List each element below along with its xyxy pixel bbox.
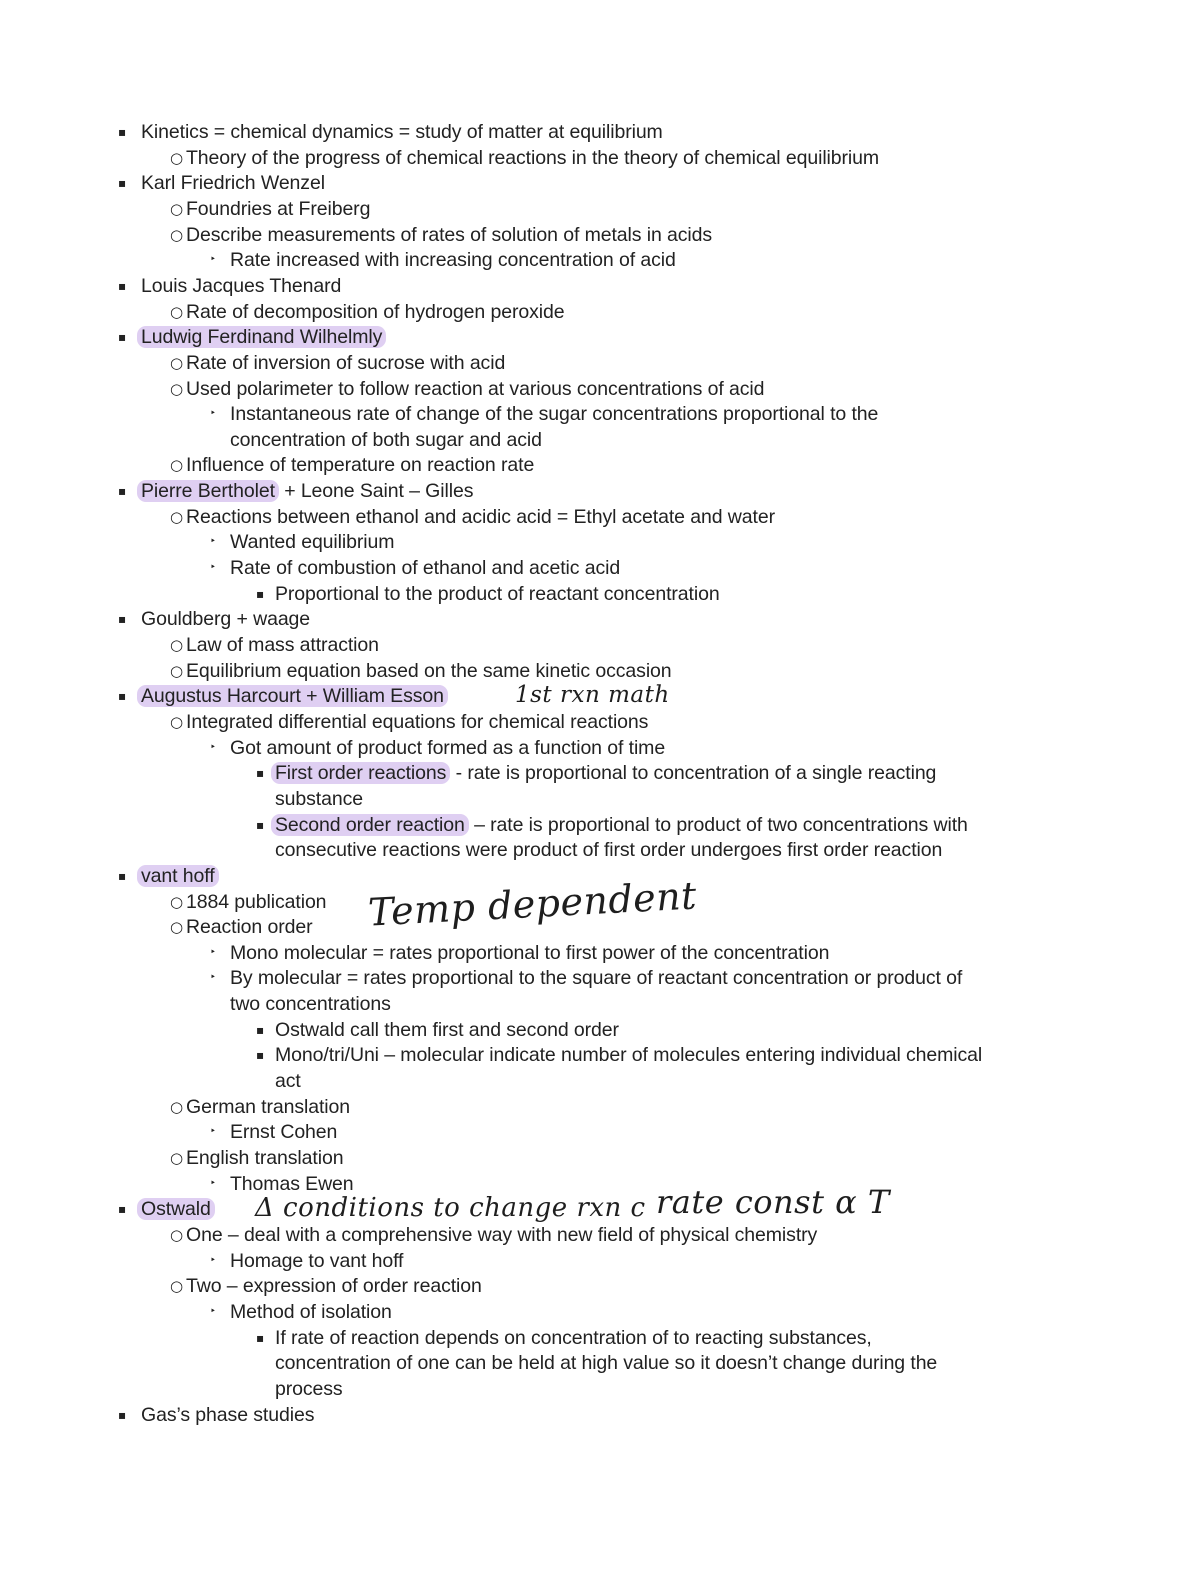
bullet-level-2: ○ xyxy=(170,379,184,398)
highlighted-text: Pierre Bertholet xyxy=(137,480,279,502)
bullet-level-1: ▪ xyxy=(118,330,127,345)
bullet-level-3: ‣ xyxy=(210,741,216,753)
note-line: Proportional to the product of reactant concentration xyxy=(275,582,720,605)
bullet-level-2: ○ xyxy=(170,1225,184,1244)
bullet-level-2: ○ xyxy=(170,225,184,244)
note-line xyxy=(141,683,448,709)
note-line: Used polarimeter to follow reaction at various concentrations of acid xyxy=(186,377,765,400)
note-line xyxy=(141,478,473,504)
bullet-level-2: ○ xyxy=(170,148,184,167)
bullet-level-2: ○ xyxy=(170,892,184,911)
bullet-level-3: ‣ xyxy=(210,972,216,984)
note-line: Reactions between ethanol and acidic acid = Ethyl acetate and water xyxy=(186,505,775,528)
note-text: + Leone Saint – Gilles xyxy=(278,480,474,503)
bullet-level-1: ▪ xyxy=(118,176,127,191)
bullet-level-3: ‣ xyxy=(210,1254,216,1266)
note-line: Kinetics = chemical dynamics = study of matter at equilibrium xyxy=(141,121,663,143)
note-text: – rate is proportional to product of two concentrations with xyxy=(468,813,968,836)
bullet-level-3: ‣ xyxy=(210,1305,216,1317)
note-line: Ernst Cohen xyxy=(230,1121,338,1144)
bullet-level-1: ▪ xyxy=(118,484,127,499)
bullet-level-2: ○ xyxy=(170,1149,184,1167)
note-line xyxy=(141,324,386,350)
note-line: Foundries at Freiberg xyxy=(186,197,371,220)
highlighted-text: vant hoff xyxy=(137,865,219,887)
bullet-level-4: ▪ xyxy=(256,766,265,781)
note-text: - rate is proportional to concentration of a single reacting xyxy=(450,762,937,785)
note-line: Theory of the progress of chemical reactions in the theory of chemical equilibrium xyxy=(186,146,880,169)
bullet-level-2: ○ xyxy=(170,712,184,731)
note-line: Gouldberg + waage xyxy=(141,608,311,631)
note-line: Equilibrium equation based on the same kinetic occasion xyxy=(186,659,672,682)
note-line: Gas’s phase studies xyxy=(141,1403,315,1426)
note-line-continuation: two concentrations xyxy=(230,993,391,1016)
bullet-level-4: ▪ xyxy=(256,1330,265,1345)
handwritten-note-vant-hoff: Temp dependent xyxy=(367,873,698,935)
bullet-level-2: ○ xyxy=(170,1097,184,1116)
note-line: Mono/tri/Uni – molecular indicate number of molecules entering individual chemical xyxy=(275,1044,983,1067)
bullet-level-4: ▪ xyxy=(256,1022,265,1037)
note-line: 1884 publication xyxy=(186,890,327,913)
note-line-continuation: act xyxy=(275,1070,301,1093)
highlighted-text: Second order reaction xyxy=(271,814,469,836)
note-line xyxy=(141,1196,215,1222)
note-line: Rate of combustion of ethanol and acetic acid xyxy=(230,557,621,580)
bullet-level-2: ○ xyxy=(170,456,184,475)
highlighted-text: Ostwald xyxy=(137,1198,215,1220)
note-line xyxy=(275,760,936,786)
note-line: English translation xyxy=(186,1147,344,1169)
bullet-level-1: ▪ xyxy=(118,278,127,293)
note-line: Mono molecular = rates proportional to first power of the concentration xyxy=(230,941,830,964)
note-line: By molecular = rates proportional to the square of reactant concentration or product of xyxy=(230,967,963,990)
bullet-level-1: ▪ xyxy=(118,612,127,627)
note-line: Rate of decomposition of hydrogen peroxide xyxy=(186,300,565,323)
note-line: Rate increased with increasing concentration of acid xyxy=(230,249,676,272)
highlighted-text: Ludwig Ferdinand Wilhelmly xyxy=(137,326,386,348)
bullet-level-2: ○ xyxy=(170,1277,184,1296)
bullet-level-4: ▪ xyxy=(256,817,265,832)
note-line-continuation: concentration of both sugar and acid xyxy=(230,428,542,451)
note-line: Ostwald call them first and second order xyxy=(275,1018,619,1041)
bullet-level-3: ‣ xyxy=(210,254,216,266)
note-line-continuation: process xyxy=(275,1377,343,1400)
note-line: Law of mass attraction xyxy=(186,634,379,656)
bullet-level-4: ▪ xyxy=(256,1048,265,1063)
note-line: Method of isolation xyxy=(230,1300,392,1323)
bullet-level-3: ‣ xyxy=(210,562,216,574)
bullet-level-2: ○ xyxy=(170,507,184,526)
note-line-continuation: concentration of one can be held at high value so it doesn’t change during the xyxy=(275,1352,938,1375)
note-line: Homage to vant hoff xyxy=(230,1249,404,1272)
bullet-level-1: ▪ xyxy=(118,1407,127,1422)
bullet-level-3: ‣ xyxy=(210,536,216,548)
note-line: Got amount of product formed as a function of time xyxy=(230,736,666,759)
bullet-level-1: ▪ xyxy=(118,1202,127,1217)
bullet-level-1: ▪ xyxy=(118,689,127,704)
note-line: Describe measurements of rates of solution of metals in acids xyxy=(186,223,713,246)
bullet-level-3: ‣ xyxy=(210,1177,216,1189)
handwritten-note-harcourt: 1st rxn math xyxy=(515,682,670,708)
bullet-level-3: ‣ xyxy=(210,1126,216,1138)
bullet-level-1: ▪ xyxy=(118,125,127,139)
note-line: Integrated differential equations for chemical reactions xyxy=(186,710,649,733)
highlighted-text: Augustus Harcourt + William Esson xyxy=(137,685,448,707)
bullet-level-1: ▪ xyxy=(118,868,127,883)
note-line: German translation xyxy=(186,1095,351,1118)
bullet-level-2: ○ xyxy=(170,199,184,218)
highlighted-text: First order reactions xyxy=(271,762,450,784)
note-line xyxy=(275,812,968,838)
note-line: Karl Friedrich Wenzel xyxy=(141,172,325,195)
note-line xyxy=(141,863,219,889)
note-line: Influence of temperature on reaction rate xyxy=(186,454,535,477)
bullet-level-2: ○ xyxy=(170,918,184,937)
note-line: Reaction order xyxy=(186,916,313,939)
bullet-level-2: ○ xyxy=(170,302,184,321)
note-line: Wanted equilibrium xyxy=(230,531,395,554)
note-line: If rate of reaction depends on concentration of to reacting substances, xyxy=(275,1326,872,1349)
note-line: Instantaneous rate of change of the sugar concentrations proportional to the xyxy=(230,403,879,426)
handwritten-note-ostwald-2: rate const α T xyxy=(656,1183,890,1221)
bullet-level-3: ‣ xyxy=(210,946,216,958)
handwritten-note-ostwald-1: Δ conditions to change rxn c xyxy=(255,1193,646,1223)
note-line: Rate of inversion of sucrose with acid xyxy=(186,351,506,374)
note-line-continuation: consecutive reactions were product of first order undergoes first order reaction xyxy=(275,839,943,862)
bullet-level-2: ○ xyxy=(170,661,184,680)
bullet-level-2: ○ xyxy=(170,353,184,372)
note-line: Louis Jacques Thenard xyxy=(141,274,342,297)
note-line: Thomas Ewen xyxy=(230,1172,354,1195)
bullet-level-3: ‣ xyxy=(210,408,216,420)
note-line: Two – expression of order reaction xyxy=(186,1275,482,1298)
note-line-continuation: substance xyxy=(275,787,363,810)
bullet-level-4: ▪ xyxy=(256,586,265,601)
note-line: One – deal with a comprehensive way with new field of physical chemistry xyxy=(186,1223,818,1246)
bullet-level-2: ○ xyxy=(170,636,184,654)
